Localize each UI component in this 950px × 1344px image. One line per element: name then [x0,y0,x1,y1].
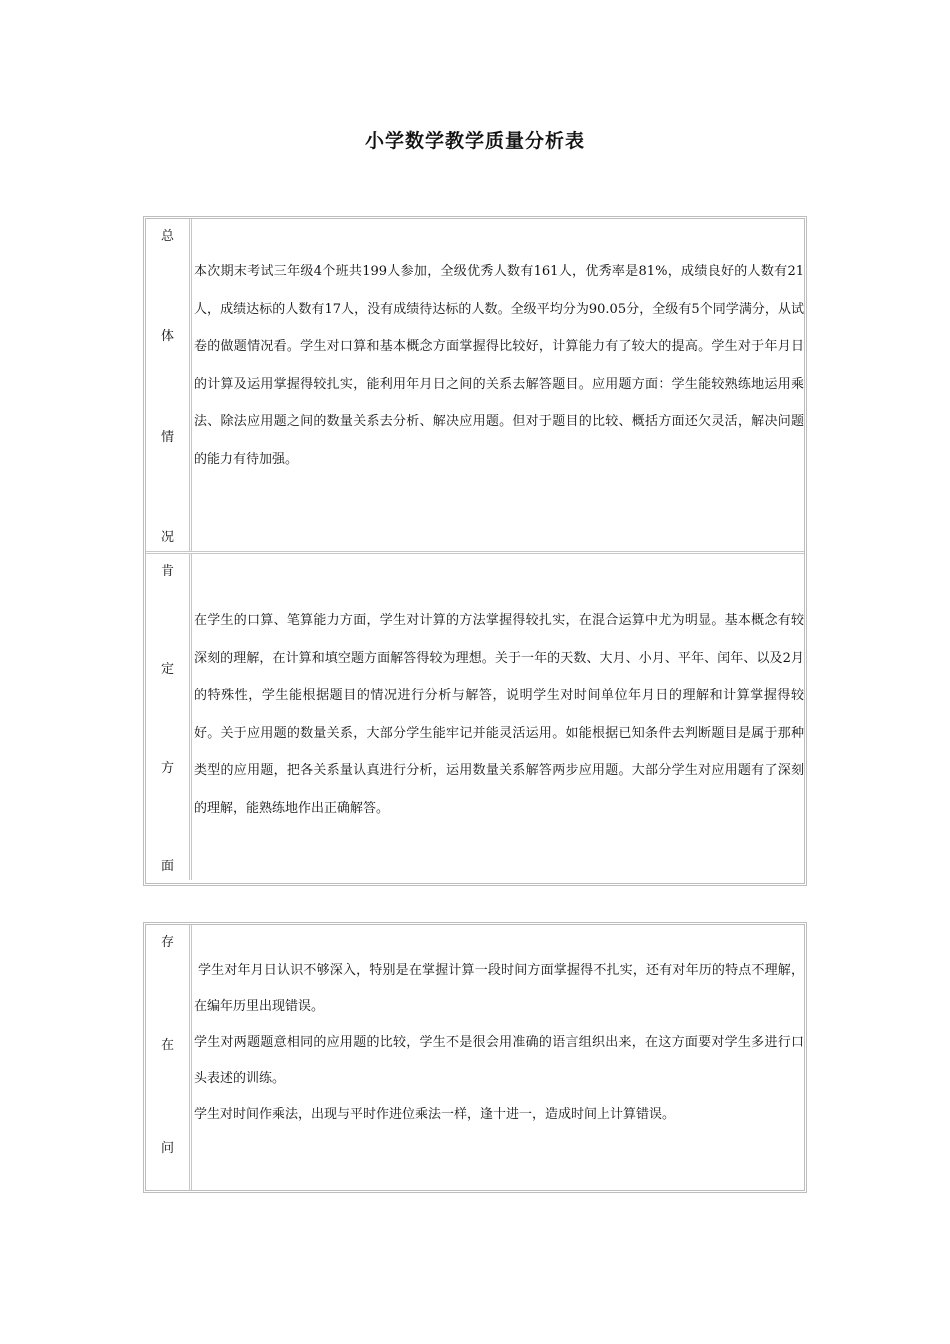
paragraph: 学生对两题题意相同的应用题的比较，学生不是很会用准确的语言组织出来，在这方面要对学生多进行口头表述的训练。 [194,1035,804,1086]
paragraph: 本次期末考试三年级4个班共199人参加，全级优秀人数有161人，优秀率是81%，成绩良好的人数有21人，成绩达标的人数有17人，没有成绩待达标的人数。全级平均分为90.05分，全级有5个同学满分，从试卷的做题情况看。学生对口算和基本概念方面掌握得比较好，计算能力有了较大的提高。学生对于年月日的计算及运用掌握得较扎实，能利用年月日之间的关系去解答题目。应用题方面：学生能较熟练地运用乘法、除法应用题之间的数量关系去分析、解决应用题。但对于题目的比较、概括方面还欠灵活，解决问题的能力有待加强。 [194,264,804,467]
label-char: 面 [160,858,174,874]
label-char: 在 [160,1038,174,1053]
label-char: 存 [160,935,174,950]
label-char: 肯 [160,564,174,579]
section-content-positive [192,554,804,880]
paragraph: 学生对时间作乘法，出现与平时作进位乘法一样，逢十进一，造成时间上计算错误。 [194,1107,676,1122]
section-content-problems [192,925,804,1190]
label-char: 体 [160,329,174,345]
paragraph: 在学生的口算、笔算能力方面，学生对计算的方法掌握得较扎实，在混合运算中尤为明显。基本概念有较深刻的理解，在计算和填空题方面解答得较为理想。关于一年的天数、大月、小月、平年、闰年、以及2月的特殊性，学生能根据题目的情况进行分析与解答，说明学生对时间单位年月日的理解和计算掌握得较好。关于应用题的数量关系，大部分学生能牢记并能灵活运用。如能根据已知条件去判断题目是属于那种类型的应用题，把各关系量认真进行分析，运用数量关系解答两步应用题。大部分学生对应用题有了深刻的理解，能熟练地作出正确解答。 [194,613,804,816]
document-title: 小学数学教学质量分析表 [364,130,585,152]
section-label-overall [146,219,192,551]
label-char: 情 [160,429,174,445]
section-content-overall [192,219,804,551]
label-char: 况 [160,529,174,545]
label-char: 方 [160,760,174,776]
label-char: 问 [160,1141,174,1156]
label-char: 总 [160,229,174,244]
section-positive [146,551,804,880]
paragraph: 学生对年月日认识不够深入，特别是在掌握计算一段时间方面掌握得不扎实，还有对年历的特点不理解，在编年历里出现错误。 [194,963,804,1014]
section-problems [146,925,804,1190]
label-char: 定 [160,662,174,678]
section-label-problems [146,925,192,1190]
section-label-positive [146,554,192,880]
analysis-table-top [143,216,807,886]
analysis-table-bottom [143,922,807,1193]
section-overall [146,219,804,551]
